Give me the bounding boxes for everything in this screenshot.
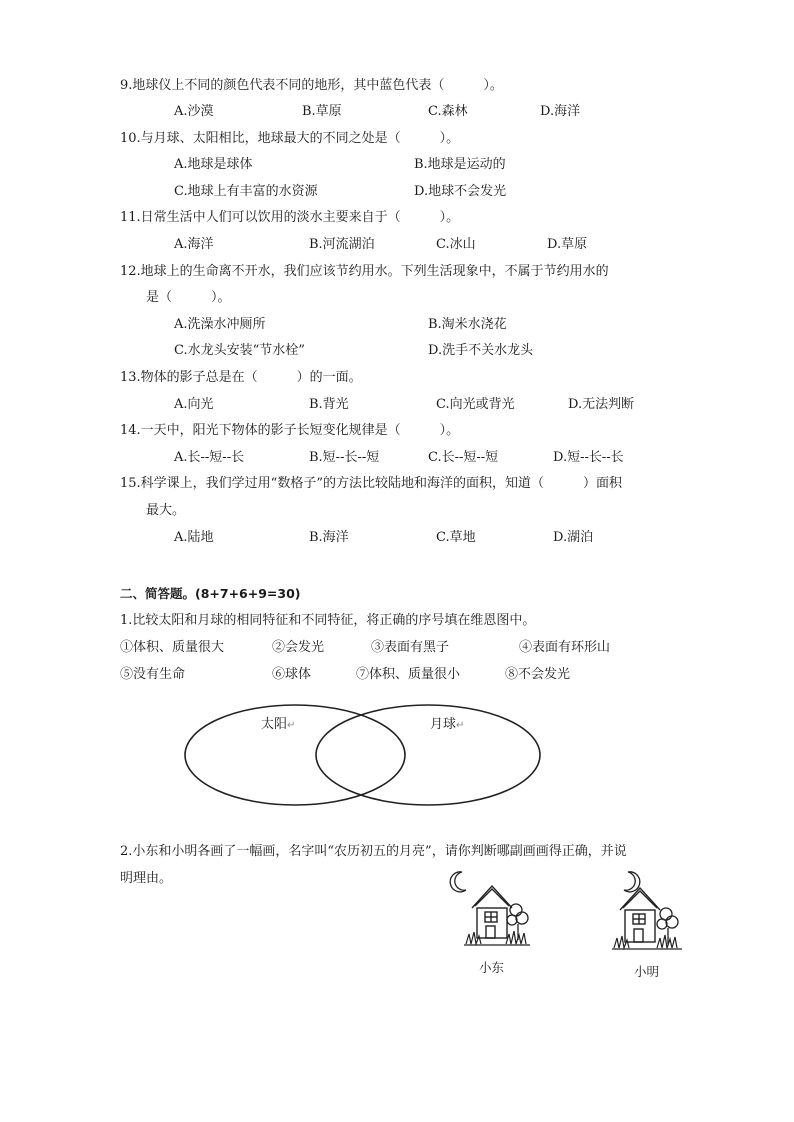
q11-option-c: C.冰山	[436, 237, 476, 252]
house-icon	[472, 886, 512, 938]
short-answer-1-stem: 1.比较太阳和月球的相同特征和不同特征，将正确的序号填在维恩图中。	[120, 613, 536, 628]
venn-circle-moon	[316, 705, 540, 805]
q12-option-a: A.洗澡水冲厕所	[174, 317, 266, 332]
q9-option-d: D.海洋	[540, 104, 581, 119]
q12-option-b: B.淘米水浇花	[428, 317, 507, 332]
crescent-moon-icon	[450, 872, 466, 892]
q9-option-c: C.森林	[428, 104, 468, 119]
q11-option-b: B.河流湖泊	[309, 237, 375, 252]
q9-option-b: B.草原	[302, 104, 342, 119]
question-15-stem: 15.科学课上，我们学过用“数格子”的方法比较陆地和海洋的面积，知道（ ）面积	[120, 476, 622, 491]
picture-xiaodong	[444, 868, 534, 953]
q15-option-c: C.草地	[436, 530, 476, 545]
feature-3: ③表面有黑子	[371, 640, 450, 655]
q14-option-a: A.长--短--长	[174, 450, 245, 465]
q9-option-a: A.沙漠	[174, 104, 214, 119]
feature-5: ⑤没有生命	[120, 667, 186, 682]
caption-xiaoming: 小明	[634, 964, 660, 979]
q15-option-b: B.海洋	[309, 530, 349, 545]
short-answer-2-stem: 2.小东和小明各画了一幅画，名字叫“农历初五的月亮”，请你判断哪副画画得正确，并说	[120, 844, 627, 859]
question-9-stem: 9.地球仪上不同的颜色代表不同的地形，其中蓝色代表（ ）。	[120, 78, 503, 93]
feature-8: ⑧不会发光	[505, 667, 571, 682]
house-icon	[620, 888, 660, 942]
question-14-stem: 14.一天中，阳光下物体的影子长短变化规律是（ ）。	[120, 423, 460, 438]
q14-option-d: D.短--长--长	[553, 450, 624, 465]
q12-option-d: D.洗手不关水龙头	[428, 343, 534, 358]
feature-4: ④表面有环形山	[519, 640, 611, 655]
venn-label-sun: 太阳↵	[261, 717, 296, 732]
feature-7: ⑦体积、质量很小	[356, 667, 461, 682]
question-12-stem-cont: 是（ ）。	[146, 290, 231, 305]
q10-option-d: D.地球不会发光	[414, 184, 507, 199]
section-2-title: 二、简答题。(8+7+6+9=30)	[120, 586, 301, 601]
question-11-stem: 11.日常生活中人们可以饮用的淡水主要来自于（ ）。	[120, 210, 460, 225]
q11-option-a: A.海洋	[174, 237, 214, 252]
feature-6: ⑥球体	[272, 667, 312, 682]
question-15-stem-cont: 最大。	[146, 503, 186, 518]
q10-option-b: B.地球是运动的	[414, 157, 506, 172]
q11-option-d: D.草原	[547, 237, 588, 252]
venn-label-moon: 月球↵	[430, 717, 465, 732]
crescent-moon-icon	[624, 872, 640, 892]
q13-option-b: B.背光	[309, 397, 349, 412]
q10-option-c: C.地球上有丰富的水资源	[174, 184, 318, 199]
q12-option-c: C.水龙头安装“节水栓”	[174, 343, 305, 358]
question-12-stem: 12.地球上的生命离不开水，我们应该节约用水。下列生活现象中，不属于节约用水的	[120, 264, 609, 279]
question-10-stem: 10.与月球、太阳相比，地球最大的不同之处是（ ）。	[120, 131, 460, 146]
picture-xiaoming	[602, 868, 692, 958]
q14-option-b: B.短--长--短	[309, 450, 380, 465]
question-13-stem: 13.物体的影子总是在（ ）的一面。	[120, 370, 362, 385]
q13-option-d: D.无法判断	[568, 397, 635, 412]
venn-diagram	[183, 700, 543, 810]
feature-1: ①体积、质量很大	[120, 640, 225, 655]
q15-option-d: D.湖泊	[553, 530, 594, 545]
q13-option-c: C.向光或背光	[436, 397, 515, 412]
feature-2: ②会发光	[272, 640, 325, 655]
q13-option-a: A.向光	[174, 397, 214, 412]
short-answer-2-stem-cont: 明理由。	[120, 871, 173, 886]
q10-option-a: A.地球是球体	[174, 157, 253, 172]
caption-xiaodong: 小东	[479, 960, 505, 975]
q14-option-c: C.长--短--短	[428, 450, 499, 465]
q15-option-a: A.陆地	[174, 530, 214, 545]
